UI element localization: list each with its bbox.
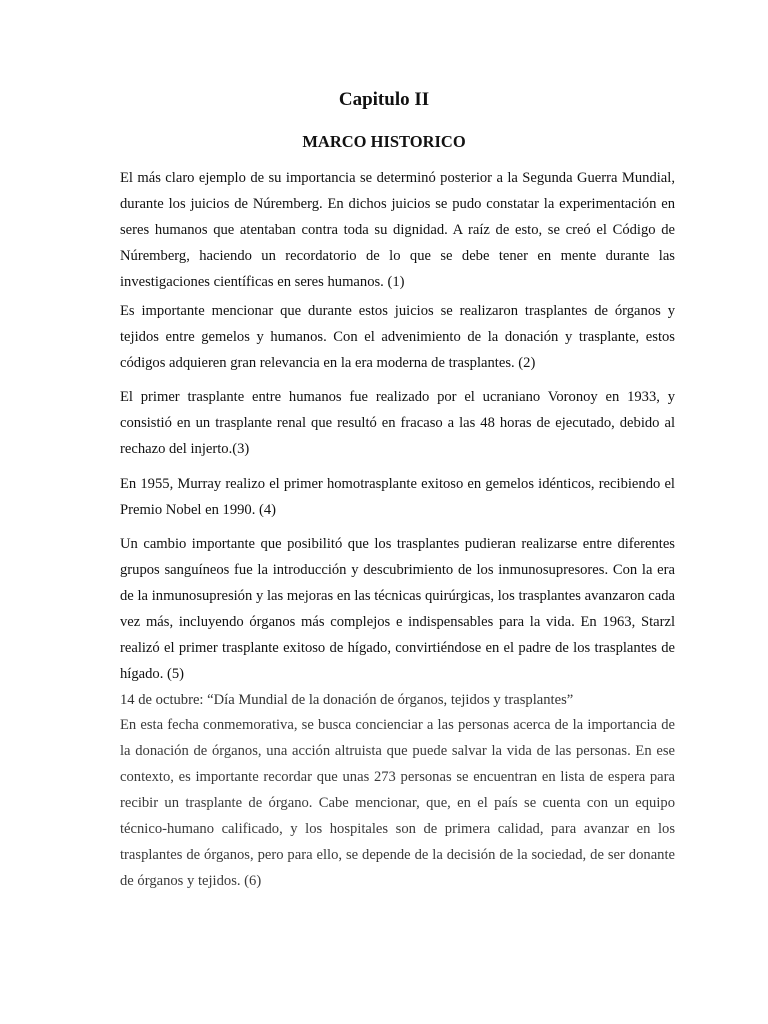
paragraph-murray: En 1955, Murray realizo el primer homotrasplante exitoso en gemelos idénticos, recibiendo el Premio Nobel en 1990. (4) bbox=[120, 476, 675, 518]
commemorative-date-heading: 14 de octubre: “Día Mundial de la donación de órganos, tejidos y trasplantes” bbox=[120, 692, 574, 708]
chapter-title: Capitulo II bbox=[338, 89, 430, 110]
section-title: MARCO HISTORICO bbox=[302, 132, 466, 151]
paragraph-transplants-trials: Es importante mencionar que durante estos juicios se realizaron trasplantes de órganos y tejidos entre gemelos y humanos. Con el advenimiento de la donación y trasplante, estos códigos adquieren gran relevancia en la era moderna de trasplantes. (2) bbox=[120, 303, 675, 371]
paragraph-nuremberg: El más claro ejemplo de su importancia se determinó posterior a la Segunda Guerra Mundial, durante los juicios de Núremberg. En dichos juicios se pudo constatar la experimentación en seres humanos que atentaban contra toda su dignidad. A raíz de esto, se creó el Código de Núremberg, haciendo un recordatorio de lo que se debe tener en mente durante las investigaciones científicas en seres humanos. (1) bbox=[120, 170, 675, 290]
paragraph-commemorative-date: En esta fecha conmemorativa, se busca concienciar a las personas acerca de la importancia de la donación de órganos, una acción altruista que puede salvar la vida de las personas. En ese contexto, es importante recordar que unas 273 personas se encuentran en lista de espera para recibir un trasplante de órgano. Cabe mencionar, que, en el país se cuenta con un equipo técnico-humano calificado, y los hospitales son de primera calidad, para avanzar en los trasplantes de órganos, pero para ello, se depende de la decisión de la sociedad, de ser donante de órganos y tejidos. (6) bbox=[120, 717, 675, 889]
paragraph-first-transplant: El primer trasplante entre humanos fue realizado por el ucraniano Voronoy en 1933, y consistió en un trasplante renal que resultó en fracaso a las 48 horas de ejecutado, debido al rechazo del injerto.(3) bbox=[120, 389, 675, 457]
paragraph-immunosuppressants: Un cambio importante que posibilitó que los trasplantes pudieran realizarse entre diferentes grupos sanguíneos fue la introducción y descubrimiento de los inmunosupresores. Con la era de la inmunosupresión y las mejoras en las técnicas quirúrgicas, los trasplantes avanzaron cada vez más, incluyendo órganos más complejos e indispensables para la vida. En 1963, Starzl realizó el primer trasplante exitoso de hígado, convirtiéndose en el padre de los trasplantes de hígado. (5) bbox=[120, 536, 675, 682]
